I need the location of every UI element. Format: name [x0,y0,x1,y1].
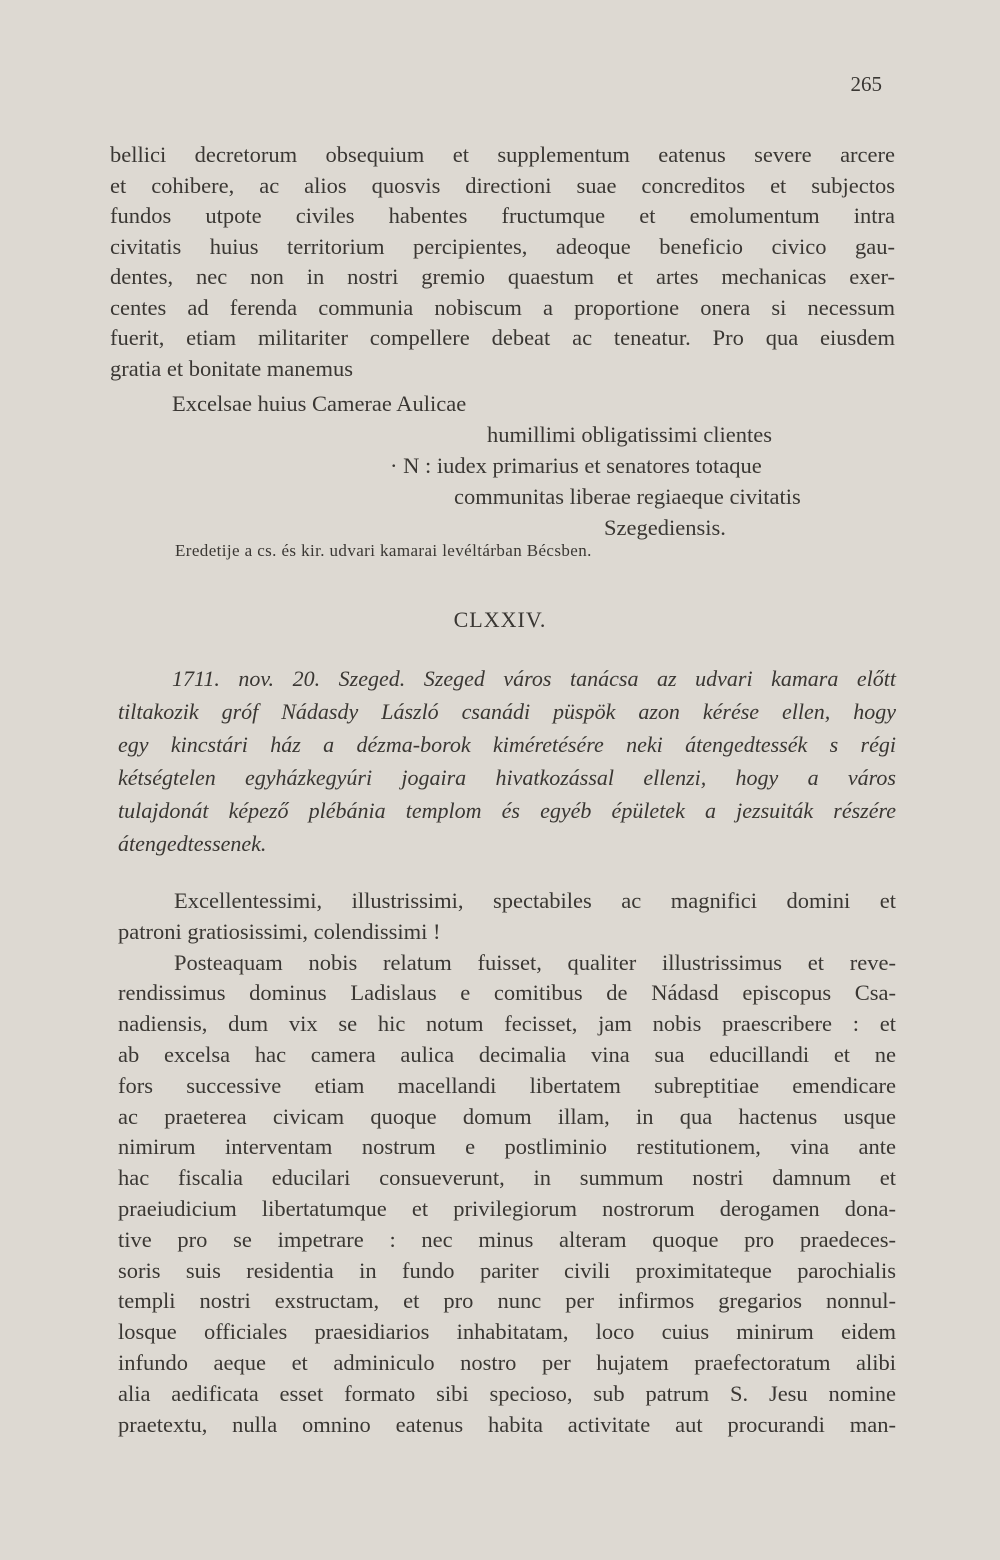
body-line: alia aedificata esset formato sibi specioso, sub patrum S. Jesu nomine [118,1380,896,1406]
body-line: fors successive etiam macellandi libertatem subreptitiae emendicare [118,1072,896,1098]
text-line: dentes, nec non in nostri gremio quaestum et artes mechanicas exer- [110,264,895,289]
letter-body [118,886,896,1440]
body-line: templi nostri exstructam, et pro nunc per infirmos gregarios nonnul- [118,1288,896,1314]
body-line: rendissimus dominus Ladislaus e comitibus de Nádasd episcopus Csa- [118,980,896,1006]
body-line: soris suis residentia in fundo pariter civili proximitateque parochialis [118,1257,896,1283]
text-line: gratia et bonitate manemus [110,355,354,381]
body-line: tive pro se impetrare : nec minus alteram quoque pro praedeces- [118,1226,896,1252]
text-line: bellici decretorum obsequium et supplementum eatenus severe arcere [110,142,895,167]
salutation-line: patroni gratiosissimi, colendissimi ! [118,918,441,944]
closing-line: communitas liberae regiaeque civitatis [454,484,801,509]
source-note: Eredetije a cs. és kir. udvari kamarai levéltárban Bécsben. [175,541,592,560]
body-line: nadiensis, dum vix se hic notum fecisset, jam nobis praescribere : et [118,1011,896,1037]
body-line: ab excelsa hac camera aulica decimalia vina sua educillandi et ne [118,1041,896,1067]
text-line: centes ad ferenda communia nobiscum a proportione onera si necessum [110,294,895,320]
body-line: Posteaquam nobis relatum fuisset, qualiter illustrissimus et reve- [174,949,896,975]
regest-line: 1711. nov. 20. Szeged. Szeged város tanácsa az udvari kamara előtt [172,666,896,691]
body-line: hac fiscalia educilari consueverunt, in summum nostri damnum et [118,1165,896,1191]
regest-summary [118,662,896,860]
regest-line: átengedtessenek. [118,831,267,856]
body-line: infundo aeque et adminiculo nostro per hujatem praefectoratum alibi [118,1349,896,1375]
closing-line: Excelsae huius Camerae Aulicae [172,391,467,416]
page-number: 265 [850,72,882,96]
body-line: praeiudicium libertatumque et privilegiorum nostrorum derogamen dona- [118,1195,896,1221]
text-line: et cohibere, ac alios quosvis directioni suae concreditos et subjectos [110,172,895,198]
previous-document-text [110,140,895,384]
body-line: nimirum interventam nostrum e postliminio restitutionem, vina ante [118,1134,896,1160]
closing-line: humillimi obligatissimi clientes [487,422,772,447]
text-line: fuerit, etiam militariter compellere debeat ac teneatur. Pro qua eiusdem [110,325,895,350]
text-line: fundos utpote civiles habentes fructumque et emolumentum intra [110,203,895,228]
body-line: praetextu, nulla omnino eatenus habita activitate aut procurandi man- [118,1411,896,1437]
salutation-line: Excellentessimi, illustrissimi, spectabiles ac magnifici domini et [174,888,896,913]
body-line: ac praeterea civicam quoque domum illam, in qua hactenus usque [118,1103,896,1129]
closing-line: · N : iudex primarius et senatores totaque [390,453,762,478]
document-number-heading: CLXXIV. [453,607,547,632]
regest-line: tiltakozik gróf Nádasdy László csanádi püspök azon kérése ellen, hogy [118,699,896,724]
regest-line: tulajdonát képező plébánia templom és egyéb épületek a jezsuiták részére [118,798,896,823]
closing-line: Szegediensis. [604,515,726,540]
text-line: civitatis huius territorium percipientes, adeoque beneficio civico gau- [110,233,895,259]
regest-line: kétségtelen egyházkegyúri jogaira hivatkozással ellenzi, hogy a város [118,765,896,790]
regest-line: egy kincstári ház a dézma-borok kiméretésére neki átengedtessék s régi [118,732,896,757]
body-line: losque officiales praesidiarios inhabitatam, loco cuius minirum eidem [118,1319,896,1345]
